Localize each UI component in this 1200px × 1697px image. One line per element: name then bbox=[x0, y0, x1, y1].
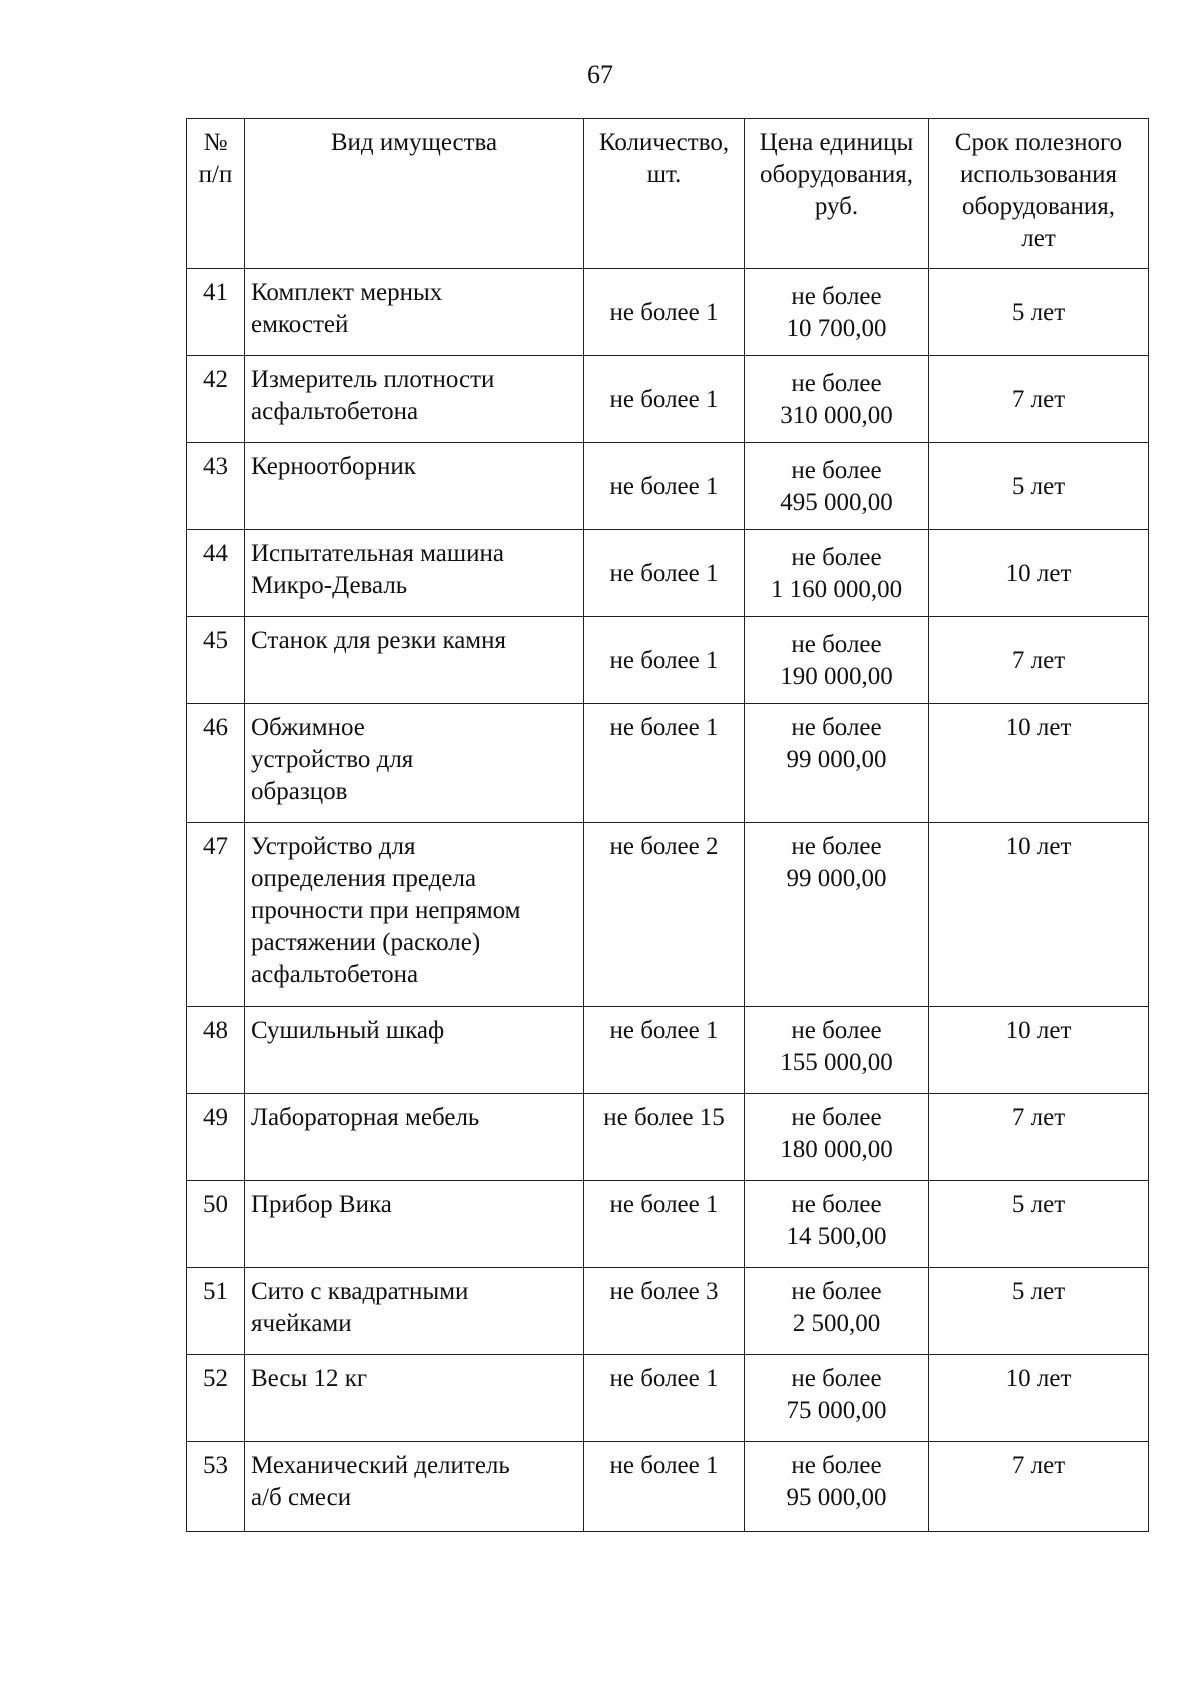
useful-life-cell bbox=[929, 617, 1149, 704]
row-number: 50 bbox=[203, 1191, 228, 1218]
price-cell bbox=[745, 704, 929, 823]
item-name-line: Испытательная машина bbox=[251, 540, 504, 567]
row-number-cell bbox=[187, 530, 245, 617]
price-line: не более bbox=[791, 457, 882, 484]
item-name-line: Микро-Деваль bbox=[251, 572, 408, 599]
useful-life-cell bbox=[929, 356, 1149, 443]
item-name-line: Керноотборник bbox=[251, 453, 416, 480]
page-number: 67 bbox=[587, 60, 613, 89]
quantity-cell bbox=[584, 704, 745, 823]
quantity-cell bbox=[584, 1094, 745, 1181]
quantity-value: не более 1 bbox=[609, 473, 719, 500]
price-cell bbox=[745, 1442, 929, 1532]
quantity-value: не более 3 bbox=[609, 1278, 719, 1305]
price-line: 2 500,00 bbox=[792, 1310, 881, 1337]
header-price-line: оборудования, bbox=[759, 161, 914, 188]
item-name-line: Станок для резки камня bbox=[251, 627, 507, 654]
table-row bbox=[187, 617, 1149, 704]
item-name-line: устройство для bbox=[251, 746, 414, 773]
quantity-value: не более 1 bbox=[609, 714, 719, 741]
item-name-cell bbox=[245, 1268, 584, 1355]
quantity-value: не более 1 bbox=[609, 647, 719, 674]
price-line: 155 000,00 bbox=[780, 1049, 893, 1076]
row-number-cell bbox=[187, 269, 245, 356]
price-cell bbox=[745, 356, 929, 443]
header-life-line: лет bbox=[1021, 225, 1056, 252]
item-name-line: определения предела bbox=[251, 865, 477, 892]
row-number-cell bbox=[187, 1094, 245, 1181]
useful-life-cell bbox=[929, 1268, 1149, 1355]
quantity-cell bbox=[584, 1181, 745, 1268]
item-name-line: Лабораторная мебель bbox=[251, 1104, 480, 1131]
price-line: не более bbox=[791, 283, 882, 310]
price-cell bbox=[745, 1355, 929, 1442]
useful-life-cell bbox=[929, 823, 1149, 1007]
row-number: 41 bbox=[203, 279, 228, 306]
row-number-cell bbox=[187, 1355, 245, 1442]
row-number: 52 bbox=[203, 1365, 228, 1392]
price-line: 99 000,00 bbox=[786, 746, 887, 773]
item-name-cell bbox=[245, 1355, 584, 1442]
price-line: не более bbox=[791, 714, 882, 741]
header-num-line: № bbox=[203, 129, 228, 156]
price-line: 10 700,00 bbox=[786, 315, 887, 342]
price-cell bbox=[745, 1268, 929, 1355]
item-name-line: Комплект мерных bbox=[251, 279, 443, 306]
header-num-line: п/п bbox=[198, 161, 233, 188]
item-name-cell bbox=[245, 1094, 584, 1181]
price-line: не более bbox=[791, 833, 882, 860]
price-cell bbox=[745, 1094, 929, 1181]
price-cell bbox=[745, 1007, 929, 1094]
item-name-line: Устройство для bbox=[251, 833, 416, 860]
header-qty-line: шт. bbox=[646, 161, 682, 188]
useful-life-cell bbox=[929, 269, 1149, 356]
row-number: 43 bbox=[203, 453, 228, 480]
header-life bbox=[929, 119, 1149, 269]
useful-life-value: 10 лет bbox=[1005, 560, 1072, 587]
header-life-line: Срок полезного bbox=[954, 129, 1123, 156]
item-name-cell bbox=[245, 530, 584, 617]
quantity-value: не более 1 bbox=[609, 1017, 719, 1044]
item-name-cell bbox=[245, 269, 584, 356]
table-row bbox=[187, 823, 1149, 1007]
price-line: не более bbox=[791, 544, 882, 571]
item-name-line: а/б смеси bbox=[251, 1484, 352, 1511]
row-number-cell bbox=[187, 617, 245, 704]
quantity-value: не более 1 bbox=[609, 1452, 719, 1479]
item-name-cell bbox=[245, 1442, 584, 1532]
row-number-cell bbox=[187, 1442, 245, 1532]
item-name-line: емкостей bbox=[251, 311, 349, 338]
quantity-value: не более 1 bbox=[609, 299, 719, 326]
price-line: не более bbox=[791, 1191, 882, 1218]
quantity-cell bbox=[584, 1442, 745, 1532]
table-row bbox=[187, 1007, 1149, 1094]
row-number: 44 bbox=[203, 540, 228, 567]
item-name-line: Прибор Вика bbox=[251, 1191, 392, 1218]
useful-life-cell bbox=[929, 1007, 1149, 1094]
row-number: 47 bbox=[203, 833, 228, 860]
item-name-line: Весы 12 кг bbox=[251, 1365, 368, 1392]
useful-life-value: 10 лет bbox=[1005, 1365, 1072, 1392]
table-row bbox=[187, 1355, 1149, 1442]
price-cell bbox=[745, 823, 929, 1007]
useful-life-cell bbox=[929, 1442, 1149, 1532]
price-line: 95 000,00 bbox=[786, 1484, 887, 1511]
row-number: 46 bbox=[203, 714, 228, 741]
table-row bbox=[187, 530, 1149, 617]
price-line: не более bbox=[791, 631, 882, 658]
useful-life-value: 10 лет bbox=[1005, 714, 1072, 741]
price-line: не более bbox=[791, 1104, 882, 1131]
row-number-cell bbox=[187, 1268, 245, 1355]
item-name-line: Обжимное bbox=[251, 714, 365, 741]
row-number-cell bbox=[187, 1007, 245, 1094]
quantity-cell bbox=[584, 617, 745, 704]
item-name-cell bbox=[245, 823, 584, 1007]
row-number: 53 bbox=[203, 1452, 228, 1479]
quantity-cell bbox=[584, 1007, 745, 1094]
header-price-line: Цена единицы bbox=[759, 129, 914, 156]
row-number-cell bbox=[187, 356, 245, 443]
useful-life-cell bbox=[929, 1355, 1149, 1442]
row-number: 45 bbox=[203, 627, 228, 654]
row-number: 51 bbox=[203, 1278, 228, 1305]
item-name-cell bbox=[245, 1007, 584, 1094]
useful-life-cell bbox=[929, 530, 1149, 617]
header-name bbox=[245, 119, 584, 269]
row-number: 49 bbox=[203, 1104, 228, 1131]
item-name-line: ячейками bbox=[251, 1310, 352, 1337]
useful-life-value: 7 лет bbox=[1011, 1104, 1066, 1131]
price-line: не более bbox=[791, 1278, 882, 1305]
price-line: не более bbox=[791, 370, 882, 397]
row-number: 48 bbox=[203, 1017, 228, 1044]
price-line: 75 000,00 bbox=[786, 1397, 887, 1424]
table-row bbox=[187, 1181, 1149, 1268]
price-line: 190 000,00 bbox=[780, 663, 893, 690]
useful-life-value: 7 лет bbox=[1011, 1452, 1066, 1479]
header-qty bbox=[584, 119, 745, 269]
useful-life-cell bbox=[929, 443, 1149, 530]
quantity-cell bbox=[584, 443, 745, 530]
item-name-line: Сушильный шкаф bbox=[251, 1017, 445, 1044]
equipment-table bbox=[186, 118, 1149, 1532]
price-cell bbox=[745, 443, 929, 530]
item-name-line: прочности при непрямом bbox=[251, 897, 521, 924]
quantity-value: не более 2 bbox=[609, 833, 719, 860]
table-header-row bbox=[187, 119, 1149, 269]
quantity-value: не более 1 bbox=[609, 1365, 719, 1392]
row-number-cell bbox=[187, 1181, 245, 1268]
row-number: 42 bbox=[203, 366, 228, 393]
price-cell bbox=[745, 530, 929, 617]
item-name-line: асфальтобетона bbox=[251, 961, 419, 988]
useful-life-cell bbox=[929, 1181, 1149, 1268]
price-cell bbox=[745, 617, 929, 704]
price-line: 99 000,00 bbox=[786, 865, 887, 892]
price-line: 495 000,00 bbox=[780, 489, 893, 516]
row-number-cell bbox=[187, 704, 245, 823]
price-cell bbox=[745, 269, 929, 356]
useful-life-value: 5 лет bbox=[1011, 473, 1066, 500]
quantity-cell bbox=[584, 530, 745, 617]
price-line: не более bbox=[791, 1452, 882, 1479]
item-name-line: Механический делитель bbox=[251, 1452, 510, 1479]
item-name-cell bbox=[245, 1181, 584, 1268]
item-name-cell bbox=[245, 356, 584, 443]
quantity-value: не более 15 bbox=[603, 1104, 725, 1131]
useful-life-value: 7 лет bbox=[1011, 647, 1066, 674]
header-life-line: оборудования, bbox=[961, 193, 1116, 220]
header-price bbox=[745, 119, 929, 269]
useful-life-value: 5 лет bbox=[1011, 1191, 1066, 1218]
price-line: 1 160 000,00 bbox=[770, 576, 903, 603]
quantity-value: не более 1 bbox=[609, 560, 719, 587]
header-name-line: Вид имущества bbox=[330, 129, 498, 156]
quantity-cell bbox=[584, 823, 745, 1007]
item-name-line: Сито с квадратными bbox=[251, 1278, 469, 1305]
table-row bbox=[187, 1442, 1149, 1532]
item-name-line: растяжении (расколе) bbox=[251, 929, 481, 956]
table-row bbox=[187, 704, 1149, 823]
useful-life-cell bbox=[929, 704, 1149, 823]
useful-life-value: 5 лет bbox=[1011, 299, 1066, 326]
item-name-line: асфальтобетона bbox=[251, 398, 419, 425]
useful-life-value: 7 лет bbox=[1011, 386, 1066, 413]
quantity-value: не более 1 bbox=[609, 1191, 719, 1218]
quantity-value: не более 1 bbox=[609, 386, 719, 413]
quantity-cell bbox=[584, 269, 745, 356]
row-number-cell bbox=[187, 823, 245, 1007]
quantity-cell bbox=[584, 1268, 745, 1355]
table-row bbox=[187, 1268, 1149, 1355]
useful-life-value: 5 лет bbox=[1011, 1278, 1066, 1305]
table-row bbox=[187, 356, 1149, 443]
price-line: не более bbox=[791, 1017, 882, 1044]
table-row bbox=[187, 443, 1149, 530]
item-name-cell bbox=[245, 443, 584, 530]
header-num bbox=[187, 119, 245, 269]
item-name-cell bbox=[245, 617, 584, 704]
useful-life-value: 10 лет bbox=[1005, 833, 1072, 860]
header-life-line: использования bbox=[960, 161, 1117, 188]
quantity-cell bbox=[584, 1355, 745, 1442]
row-number-cell bbox=[187, 443, 245, 530]
price-line: 14 500,00 bbox=[786, 1223, 887, 1250]
table-row bbox=[187, 269, 1149, 356]
price-cell bbox=[745, 1181, 929, 1268]
price-line: не более bbox=[791, 1365, 882, 1392]
price-line: 180 000,00 bbox=[780, 1136, 893, 1163]
table-row bbox=[187, 1094, 1149, 1181]
header-qty-line: Количество, bbox=[598, 129, 730, 156]
header-price-line: руб. bbox=[814, 193, 859, 220]
quantity-cell bbox=[584, 356, 745, 443]
item-name-cell bbox=[245, 704, 584, 823]
useful-life-value: 10 лет bbox=[1005, 1017, 1072, 1044]
item-name-line: образцов bbox=[251, 778, 348, 805]
useful-life-cell bbox=[929, 1094, 1149, 1181]
price-line: 310 000,00 bbox=[780, 402, 893, 429]
item-name-line: Измеритель плотности bbox=[251, 366, 495, 393]
